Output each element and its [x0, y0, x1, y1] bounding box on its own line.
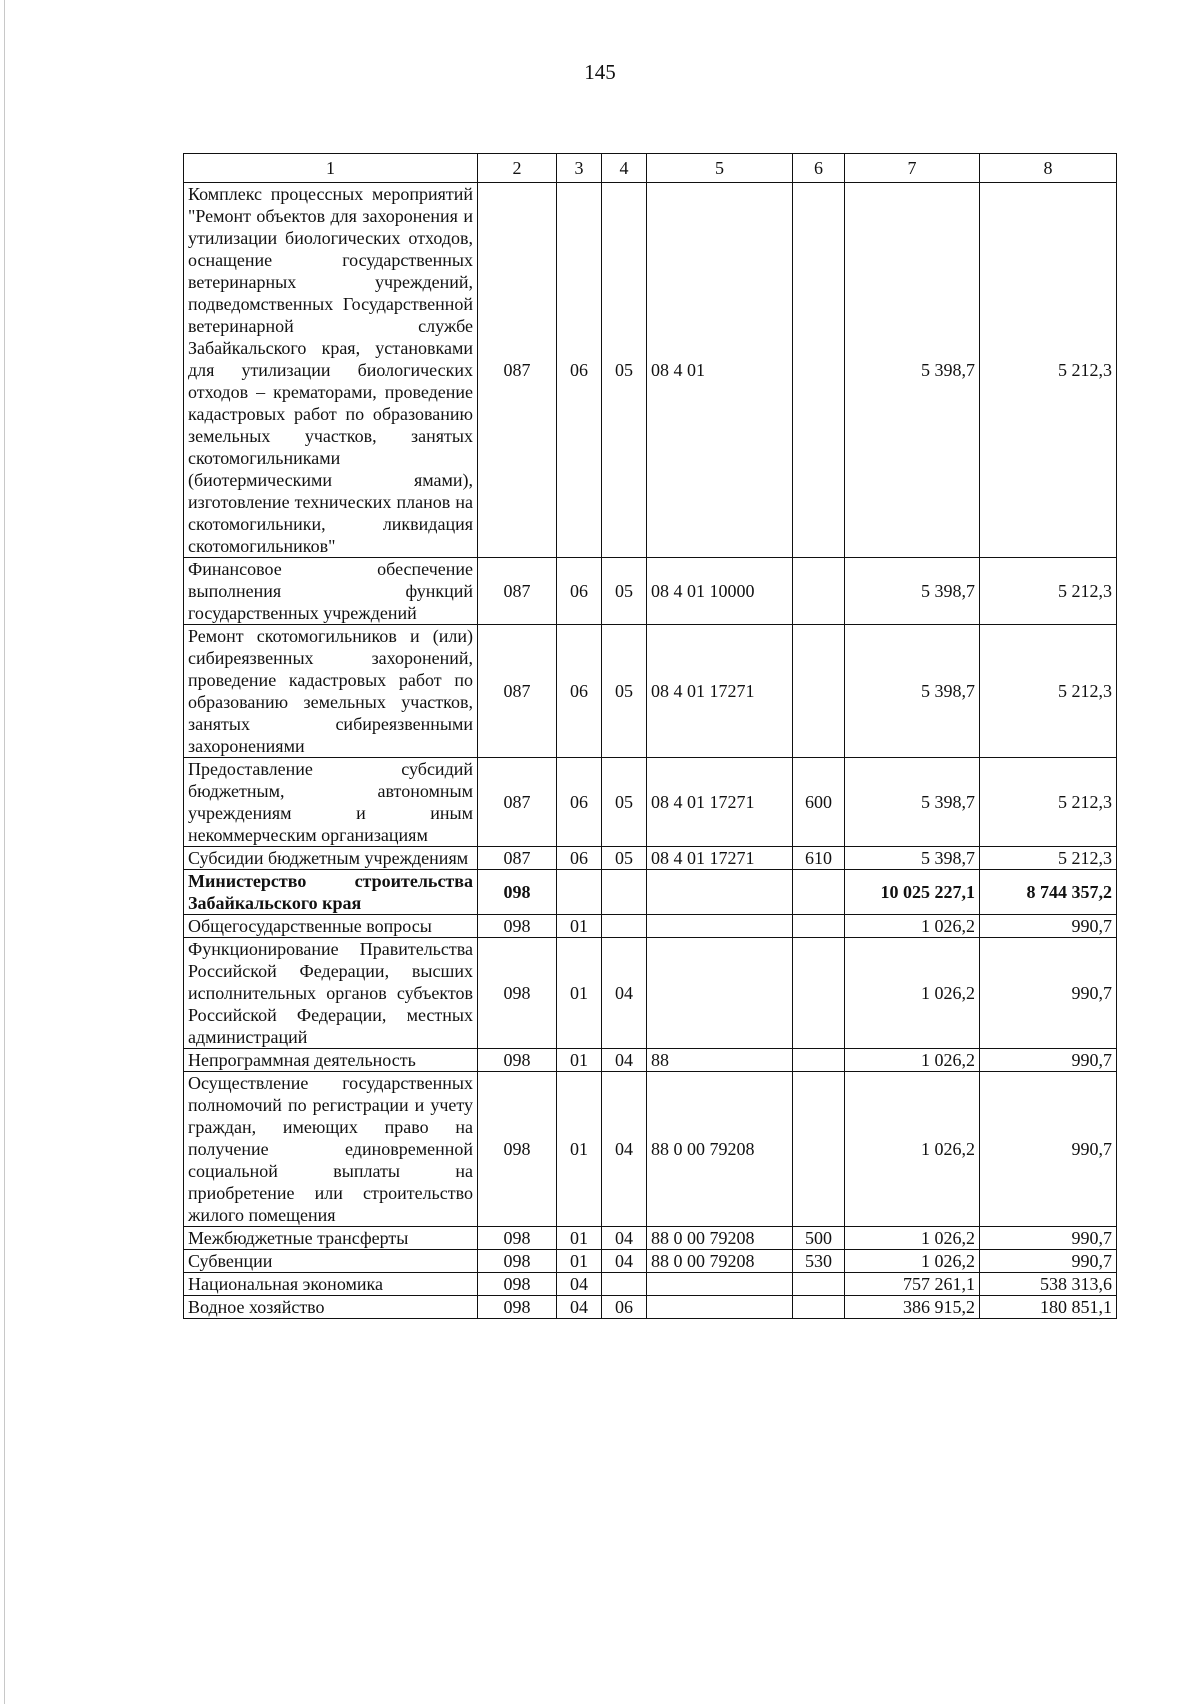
header-col-5: 5	[647, 154, 793, 183]
cell-section: 01	[557, 938, 602, 1049]
cell-ministry-code: 087	[478, 558, 557, 625]
cell-amount-col8: 5 212,3	[980, 847, 1117, 870]
cell-ministry-code: 087	[478, 183, 557, 558]
cell-name: Межбюджетные трансферты	[184, 1227, 478, 1250]
cell-ministry-code: 098	[478, 1227, 557, 1250]
cell-subsection: 05	[602, 625, 647, 758]
table-row	[184, 1250, 1117, 1273]
cell-amount-col8: 538 313,6	[980, 1273, 1117, 1296]
cell-ministry-code: 098	[478, 938, 557, 1049]
table-row	[184, 558, 1117, 625]
cell-target-article: 88 0 00 79208	[647, 1227, 793, 1250]
table-row	[184, 1273, 1117, 1296]
cell-subsection	[602, 870, 647, 915]
cell-section: 06	[557, 625, 602, 758]
cell-subsection: 04	[602, 1227, 647, 1250]
table-row	[184, 625, 1117, 758]
cell-expense-type: 530	[793, 1250, 845, 1273]
cell-amount-col8: 8 744 357,2	[980, 870, 1117, 915]
table-row	[184, 183, 1117, 558]
cell-target-article: 08 4 01 17271	[647, 758, 793, 847]
cell-name: Непрограммная деятельность	[184, 1049, 478, 1072]
cell-ministry-code: 087	[478, 847, 557, 870]
cell-name: Предоставление субсидий бюджетным, автономным учреждениям и иным некоммерческим организациям	[184, 758, 478, 847]
cell-expense-type	[793, 1072, 845, 1227]
cell-amount-col8: 5 212,3	[980, 625, 1117, 758]
cell-ministry-code: 098	[478, 1250, 557, 1273]
header-col-8: 8	[980, 154, 1117, 183]
cell-target-article: 88 0 00 79208	[647, 1072, 793, 1227]
cell-name: Национальная экономика	[184, 1273, 478, 1296]
cell-amount-col7: 5 398,7	[845, 625, 980, 758]
cell-ministry-code: 098	[478, 870, 557, 915]
header-col-2: 2	[478, 154, 557, 183]
cell-ministry-code: 098	[478, 1072, 557, 1227]
cell-section: 06	[557, 758, 602, 847]
cell-subsection: 04	[602, 938, 647, 1049]
table-row	[184, 1072, 1117, 1227]
cell-subsection: 05	[602, 558, 647, 625]
cell-ministry-code: 098	[478, 915, 557, 938]
cell-ministry-code: 098	[478, 1049, 557, 1072]
cell-name: Ремонт скотомогильников и (или) сибиреязвенных захоронений, проведение кадастровых работ по образованию земельных участков, занятых сибиреязвенными захоронениями	[184, 625, 478, 758]
cell-name: Субсидии бюджетным учреждениям	[184, 847, 478, 870]
cell-name: Субвенции	[184, 1250, 478, 1273]
cell-amount-col7: 386 915,2	[845, 1296, 980, 1319]
cell-target-article	[647, 1273, 793, 1296]
cell-section: 01	[557, 1049, 602, 1072]
cell-target-article: 08 4 01 17271	[647, 625, 793, 758]
cell-name: Министерство строительства Забайкальского края	[184, 870, 478, 915]
cell-subsection	[602, 915, 647, 938]
header-col-6: 6	[793, 154, 845, 183]
cell-section: 01	[557, 915, 602, 938]
cell-section: 04	[557, 1273, 602, 1296]
table-body	[184, 183, 1117, 1319]
cell-name: Комплекс процессных мероприятий "Ремонт объектов для захоронения и утилизации биологических отходов, оснащение государственных ветеринарных учреждений, подведомственных Государственной ветеринарной службе Забайкальского края, установками для утилизации биологических отходов – крематорами, проведение кадастровых работ по образованию земельных участков, занятых скотомогильниками (биотермическими ямами), изготовление технических планов на скотомогильники, ликвидация скотомогильников"	[184, 183, 478, 558]
cell-target-article: 08 4 01	[647, 183, 793, 558]
cell-name: Общегосударственные вопросы	[184, 915, 478, 938]
cell-subsection: 04	[602, 1072, 647, 1227]
cell-expense-type	[793, 938, 845, 1049]
cell-section: 01	[557, 1072, 602, 1227]
cell-amount-col8: 990,7	[980, 938, 1117, 1049]
header-col-3: 3	[557, 154, 602, 183]
table-row	[184, 1227, 1117, 1250]
cell-expense-type	[793, 915, 845, 938]
table-row	[184, 915, 1117, 938]
cell-amount-col8: 990,7	[980, 1049, 1117, 1072]
cell-expense-type	[793, 1296, 845, 1319]
header-col-1: 1	[184, 154, 478, 183]
cell-section: 01	[557, 1227, 602, 1250]
cell-target-article: 88 0 00 79208	[647, 1250, 793, 1273]
cell-amount-col7: 1 026,2	[845, 1227, 980, 1250]
cell-expense-type	[793, 1273, 845, 1296]
cell-name: Осуществление государственных полномочий по регистрации и учету граждан, имеющих право на получение единовременной социальной выплаты на приобретение или строительство жилого помещения	[184, 1072, 478, 1227]
cell-amount-col7: 1 026,2	[845, 1049, 980, 1072]
cell-target-article	[647, 938, 793, 1049]
cell-amount-col7: 5 398,7	[845, 847, 980, 870]
cell-amount-col8: 990,7	[980, 1072, 1117, 1227]
cell-expense-type	[793, 558, 845, 625]
cell-subsection	[602, 1273, 647, 1296]
cell-expense-type	[793, 870, 845, 915]
cell-name: Водное хозяйство	[184, 1296, 478, 1319]
cell-target-article	[647, 915, 793, 938]
cell-ministry-code: 087	[478, 758, 557, 847]
cell-amount-col7: 1 026,2	[845, 938, 980, 1049]
cell-amount-col7: 10 025 227,1	[845, 870, 980, 915]
cell-amount-col7: 1 026,2	[845, 1072, 980, 1227]
cell-section: 01	[557, 1250, 602, 1273]
cell-expense-type: 600	[793, 758, 845, 847]
cell-section: 06	[557, 183, 602, 558]
cell-subsection: 05	[602, 183, 647, 558]
cell-amount-col7: 5 398,7	[845, 183, 980, 558]
table-row	[184, 847, 1117, 870]
cell-subsection: 05	[602, 758, 647, 847]
table-row	[184, 870, 1117, 915]
header-col-7: 7	[845, 154, 980, 183]
cell-expense-type: 500	[793, 1227, 845, 1250]
cell-amount-col8: 990,7	[980, 1227, 1117, 1250]
cell-amount-col8: 990,7	[980, 1250, 1117, 1273]
budget-table	[183, 153, 1117, 1319]
cell-ministry-code: 087	[478, 625, 557, 758]
table-row	[184, 1296, 1117, 1319]
cell-amount-col8: 5 212,3	[980, 758, 1117, 847]
cell-ministry-code: 098	[478, 1296, 557, 1319]
cell-expense-type: 610	[793, 847, 845, 870]
cell-expense-type	[793, 183, 845, 558]
cell-name: Финансовое обеспечение выполнения функций государственных учреждений	[184, 558, 478, 625]
cell-target-article	[647, 870, 793, 915]
cell-amount-col7: 1 026,2	[845, 915, 980, 938]
cell-amount-col8: 180 851,1	[980, 1296, 1117, 1319]
page-number: 145	[584, 60, 616, 84]
cell-section: 06	[557, 847, 602, 870]
cell-ministry-code: 098	[478, 1273, 557, 1296]
scan-edge-line	[4, 0, 5, 1704]
cell-amount-col8: 990,7	[980, 915, 1117, 938]
cell-section: 04	[557, 1296, 602, 1319]
cell-target-article: 88	[647, 1049, 793, 1072]
cell-amount-col7: 757 261,1	[845, 1273, 980, 1296]
header-col-4: 4	[602, 154, 647, 183]
table-row	[184, 1049, 1117, 1072]
cell-target-article: 08 4 01 10000	[647, 558, 793, 625]
cell-subsection: 06	[602, 1296, 647, 1319]
cell-amount-col7: 5 398,7	[845, 558, 980, 625]
header-row	[184, 154, 1117, 183]
cell-amount-col8: 5 212,3	[980, 183, 1117, 558]
table-row	[184, 758, 1117, 847]
cell-subsection: 05	[602, 847, 647, 870]
cell-target-article	[647, 1296, 793, 1319]
cell-amount-col7: 1 026,2	[845, 1250, 980, 1273]
cell-amount-col7: 5 398,7	[845, 758, 980, 847]
cell-amount-col8: 5 212,3	[980, 558, 1117, 625]
cell-subsection: 04	[602, 1250, 647, 1273]
table-row	[184, 938, 1117, 1049]
cell-section: 06	[557, 558, 602, 625]
cell-section	[557, 870, 602, 915]
cell-name: Функционирование Правительства Российской Федерации, высших исполнительных органов субъектов Российской Федерации, местных администраций	[184, 938, 478, 1049]
cell-subsection: 04	[602, 1049, 647, 1072]
cell-expense-type	[793, 1049, 845, 1072]
cell-expense-type	[793, 625, 845, 758]
cell-target-article: 08 4 01 17271	[647, 847, 793, 870]
